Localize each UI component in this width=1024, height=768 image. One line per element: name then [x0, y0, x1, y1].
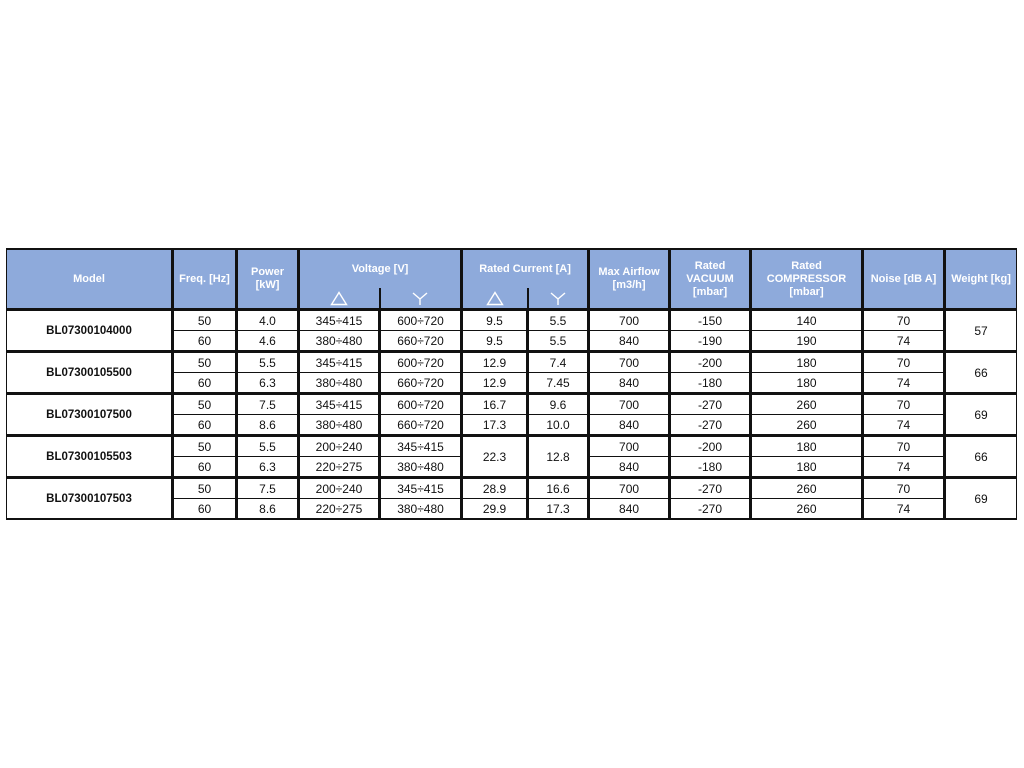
header-current: Rated Current [A] [462, 249, 589, 288]
airflow-cell: 700 [589, 394, 670, 415]
power-cell: 6.3 [237, 457, 299, 478]
voltage-delta-cell: 345÷415 [299, 352, 380, 373]
power-cell: 7.5 [237, 394, 299, 415]
vacuum-cell: -270 [670, 415, 751, 436]
current-star-cell: 17.3 [528, 499, 589, 520]
vacuum-cell: -180 [670, 457, 751, 478]
compressor-cell: 190 [751, 331, 863, 352]
vacuum-cell: -180 [670, 373, 751, 394]
current-delta-cell: 28.9 [462, 478, 528, 499]
model-cell: BL07300105500 [7, 352, 173, 394]
model-cell: BL07300105503 [7, 436, 173, 478]
current-star-cell: 12.8 [528, 436, 589, 478]
voltage-delta-cell: 200÷240 [299, 436, 380, 457]
noise-cell: 74 [863, 499, 945, 520]
table-body [7, 310, 1017, 520]
header-noise: Noise [dB A] [863, 249, 945, 310]
vacuum-cell: -200 [670, 436, 751, 457]
voltage-delta-cell: 220÷275 [299, 499, 380, 520]
model-cell: BL07300104000 [7, 310, 173, 352]
table-row [7, 394, 1017, 415]
vacuum-cell: -190 [670, 331, 751, 352]
current-star-cell: 10.0 [528, 415, 589, 436]
voltage-delta-cell: 380÷480 [299, 373, 380, 394]
compressor-cell: 180 [751, 436, 863, 457]
current-star-cell: 16.6 [528, 478, 589, 499]
current-star-cell: 5.5 [528, 310, 589, 331]
freq-cell: 50 [173, 478, 237, 499]
current-delta-cell: 22.3 [462, 436, 528, 478]
weight-cell: 69 [945, 478, 1017, 520]
header-power: Power [kW] [237, 249, 299, 310]
compressor-cell: 260 [751, 499, 863, 520]
voltage-star-header [380, 288, 462, 310]
power-cell: 5.5 [237, 436, 299, 457]
noise-cell: 74 [863, 331, 945, 352]
power-cell: 4.0 [237, 310, 299, 331]
table-row [7, 352, 1017, 373]
airflow-cell: 840 [589, 457, 670, 478]
airflow-cell: 840 [589, 373, 670, 394]
noise-cell: 70 [863, 394, 945, 415]
compressor-cell: 260 [751, 478, 863, 499]
voltage-delta-cell: 220÷275 [299, 457, 380, 478]
power-cell: 7.5 [237, 478, 299, 499]
vacuum-cell: -270 [670, 499, 751, 520]
voltage-star-cell: 345÷415 [380, 436, 462, 457]
current-delta-cell: 9.5 [462, 310, 528, 331]
vacuum-cell: -270 [670, 478, 751, 499]
current-star-cell: 7.45 [528, 373, 589, 394]
current-delta-cell: 16.7 [462, 394, 528, 415]
star-icon [549, 291, 567, 306]
airflow-cell: 700 [589, 310, 670, 331]
header-compressor: Rated COMPRESSOR [mbar] [751, 249, 863, 310]
voltage-delta-cell: 380÷480 [299, 415, 380, 436]
power-cell: 8.6 [237, 415, 299, 436]
freq-cell: 60 [173, 373, 237, 394]
weight-cell: 69 [945, 394, 1017, 436]
current-delta-cell: 17.3 [462, 415, 528, 436]
voltage-delta-cell: 380÷480 [299, 331, 380, 352]
noise-cell: 74 [863, 373, 945, 394]
weight-cell: 66 [945, 436, 1017, 478]
header-vacuum: Rated VACUUM [mbar] [670, 249, 751, 310]
current-star-header [528, 288, 589, 310]
current-delta-header [462, 288, 528, 310]
noise-cell: 70 [863, 436, 945, 457]
delta-icon [486, 291, 504, 306]
noise-cell: 70 [863, 478, 945, 499]
noise-cell: 74 [863, 457, 945, 478]
delta-icon [330, 291, 348, 306]
voltage-star-cell: 380÷480 [380, 457, 462, 478]
voltage-star-cell: 345÷415 [380, 478, 462, 499]
compressor-cell: 180 [751, 457, 863, 478]
voltage-delta-header [299, 288, 380, 310]
power-cell: 8.6 [237, 499, 299, 520]
current-star-cell: 7.4 [528, 352, 589, 373]
vacuum-cell: -200 [670, 352, 751, 373]
header-airflow: Max Airflow [m3/h] [589, 249, 670, 310]
weight-cell: 57 [945, 310, 1017, 352]
compressor-cell: 180 [751, 352, 863, 373]
airflow-cell: 840 [589, 499, 670, 520]
table-row [7, 436, 1017, 457]
current-star-cell: 9.6 [528, 394, 589, 415]
voltage-star-cell: 660÷720 [380, 373, 462, 394]
voltage-star-cell: 660÷720 [380, 331, 462, 352]
voltage-star-cell: 600÷720 [380, 394, 462, 415]
voltage-star-cell: 660÷720 [380, 415, 462, 436]
freq-cell: 50 [173, 394, 237, 415]
header-model: Model [7, 249, 173, 310]
power-cell: 6.3 [237, 373, 299, 394]
header-freq: Freq. [Hz] [173, 249, 237, 310]
vacuum-cell: -270 [670, 394, 751, 415]
compressor-cell: 260 [751, 415, 863, 436]
noise-cell: 70 [863, 352, 945, 373]
current-delta-cell: 29.9 [462, 499, 528, 520]
model-cell: BL07300107500 [7, 394, 173, 436]
freq-cell: 60 [173, 499, 237, 520]
voltage-star-cell: 380÷480 [380, 499, 462, 520]
table-row [7, 310, 1017, 331]
noise-cell: 70 [863, 310, 945, 331]
freq-cell: 50 [173, 436, 237, 457]
noise-cell: 74 [863, 415, 945, 436]
freq-cell: 60 [173, 331, 237, 352]
table-header [7, 249, 1017, 310]
compressor-cell: 140 [751, 310, 863, 331]
spec-table [6, 248, 1017, 520]
voltage-delta-cell: 200÷240 [299, 478, 380, 499]
voltage-star-cell: 600÷720 [380, 310, 462, 331]
current-star-cell: 5.5 [528, 331, 589, 352]
star-icon [411, 291, 429, 306]
table-row [7, 478, 1017, 499]
power-cell: 4.6 [237, 331, 299, 352]
freq-cell: 50 [173, 352, 237, 373]
power-cell: 5.5 [237, 352, 299, 373]
weight-cell: 66 [945, 352, 1017, 394]
compressor-cell: 180 [751, 373, 863, 394]
compressor-cell: 260 [751, 394, 863, 415]
voltage-delta-cell: 345÷415 [299, 310, 380, 331]
current-delta-cell: 12.9 [462, 352, 528, 373]
airflow-cell: 840 [589, 415, 670, 436]
current-delta-cell: 12.9 [462, 373, 528, 394]
current-delta-cell: 9.5 [462, 331, 528, 352]
freq-cell: 60 [173, 457, 237, 478]
header-weight: Weight [kg] [945, 249, 1017, 310]
freq-cell: 50 [173, 310, 237, 331]
freq-cell: 60 [173, 415, 237, 436]
vacuum-cell: -150 [670, 310, 751, 331]
voltage-delta-cell: 345÷415 [299, 394, 380, 415]
airflow-cell: 700 [589, 436, 670, 457]
airflow-cell: 840 [589, 331, 670, 352]
airflow-cell: 700 [589, 352, 670, 373]
header-voltage: Voltage [V] [299, 249, 462, 288]
airflow-cell: 700 [589, 478, 670, 499]
voltage-star-cell: 600÷720 [380, 352, 462, 373]
model-cell: BL07300107503 [7, 478, 173, 520]
